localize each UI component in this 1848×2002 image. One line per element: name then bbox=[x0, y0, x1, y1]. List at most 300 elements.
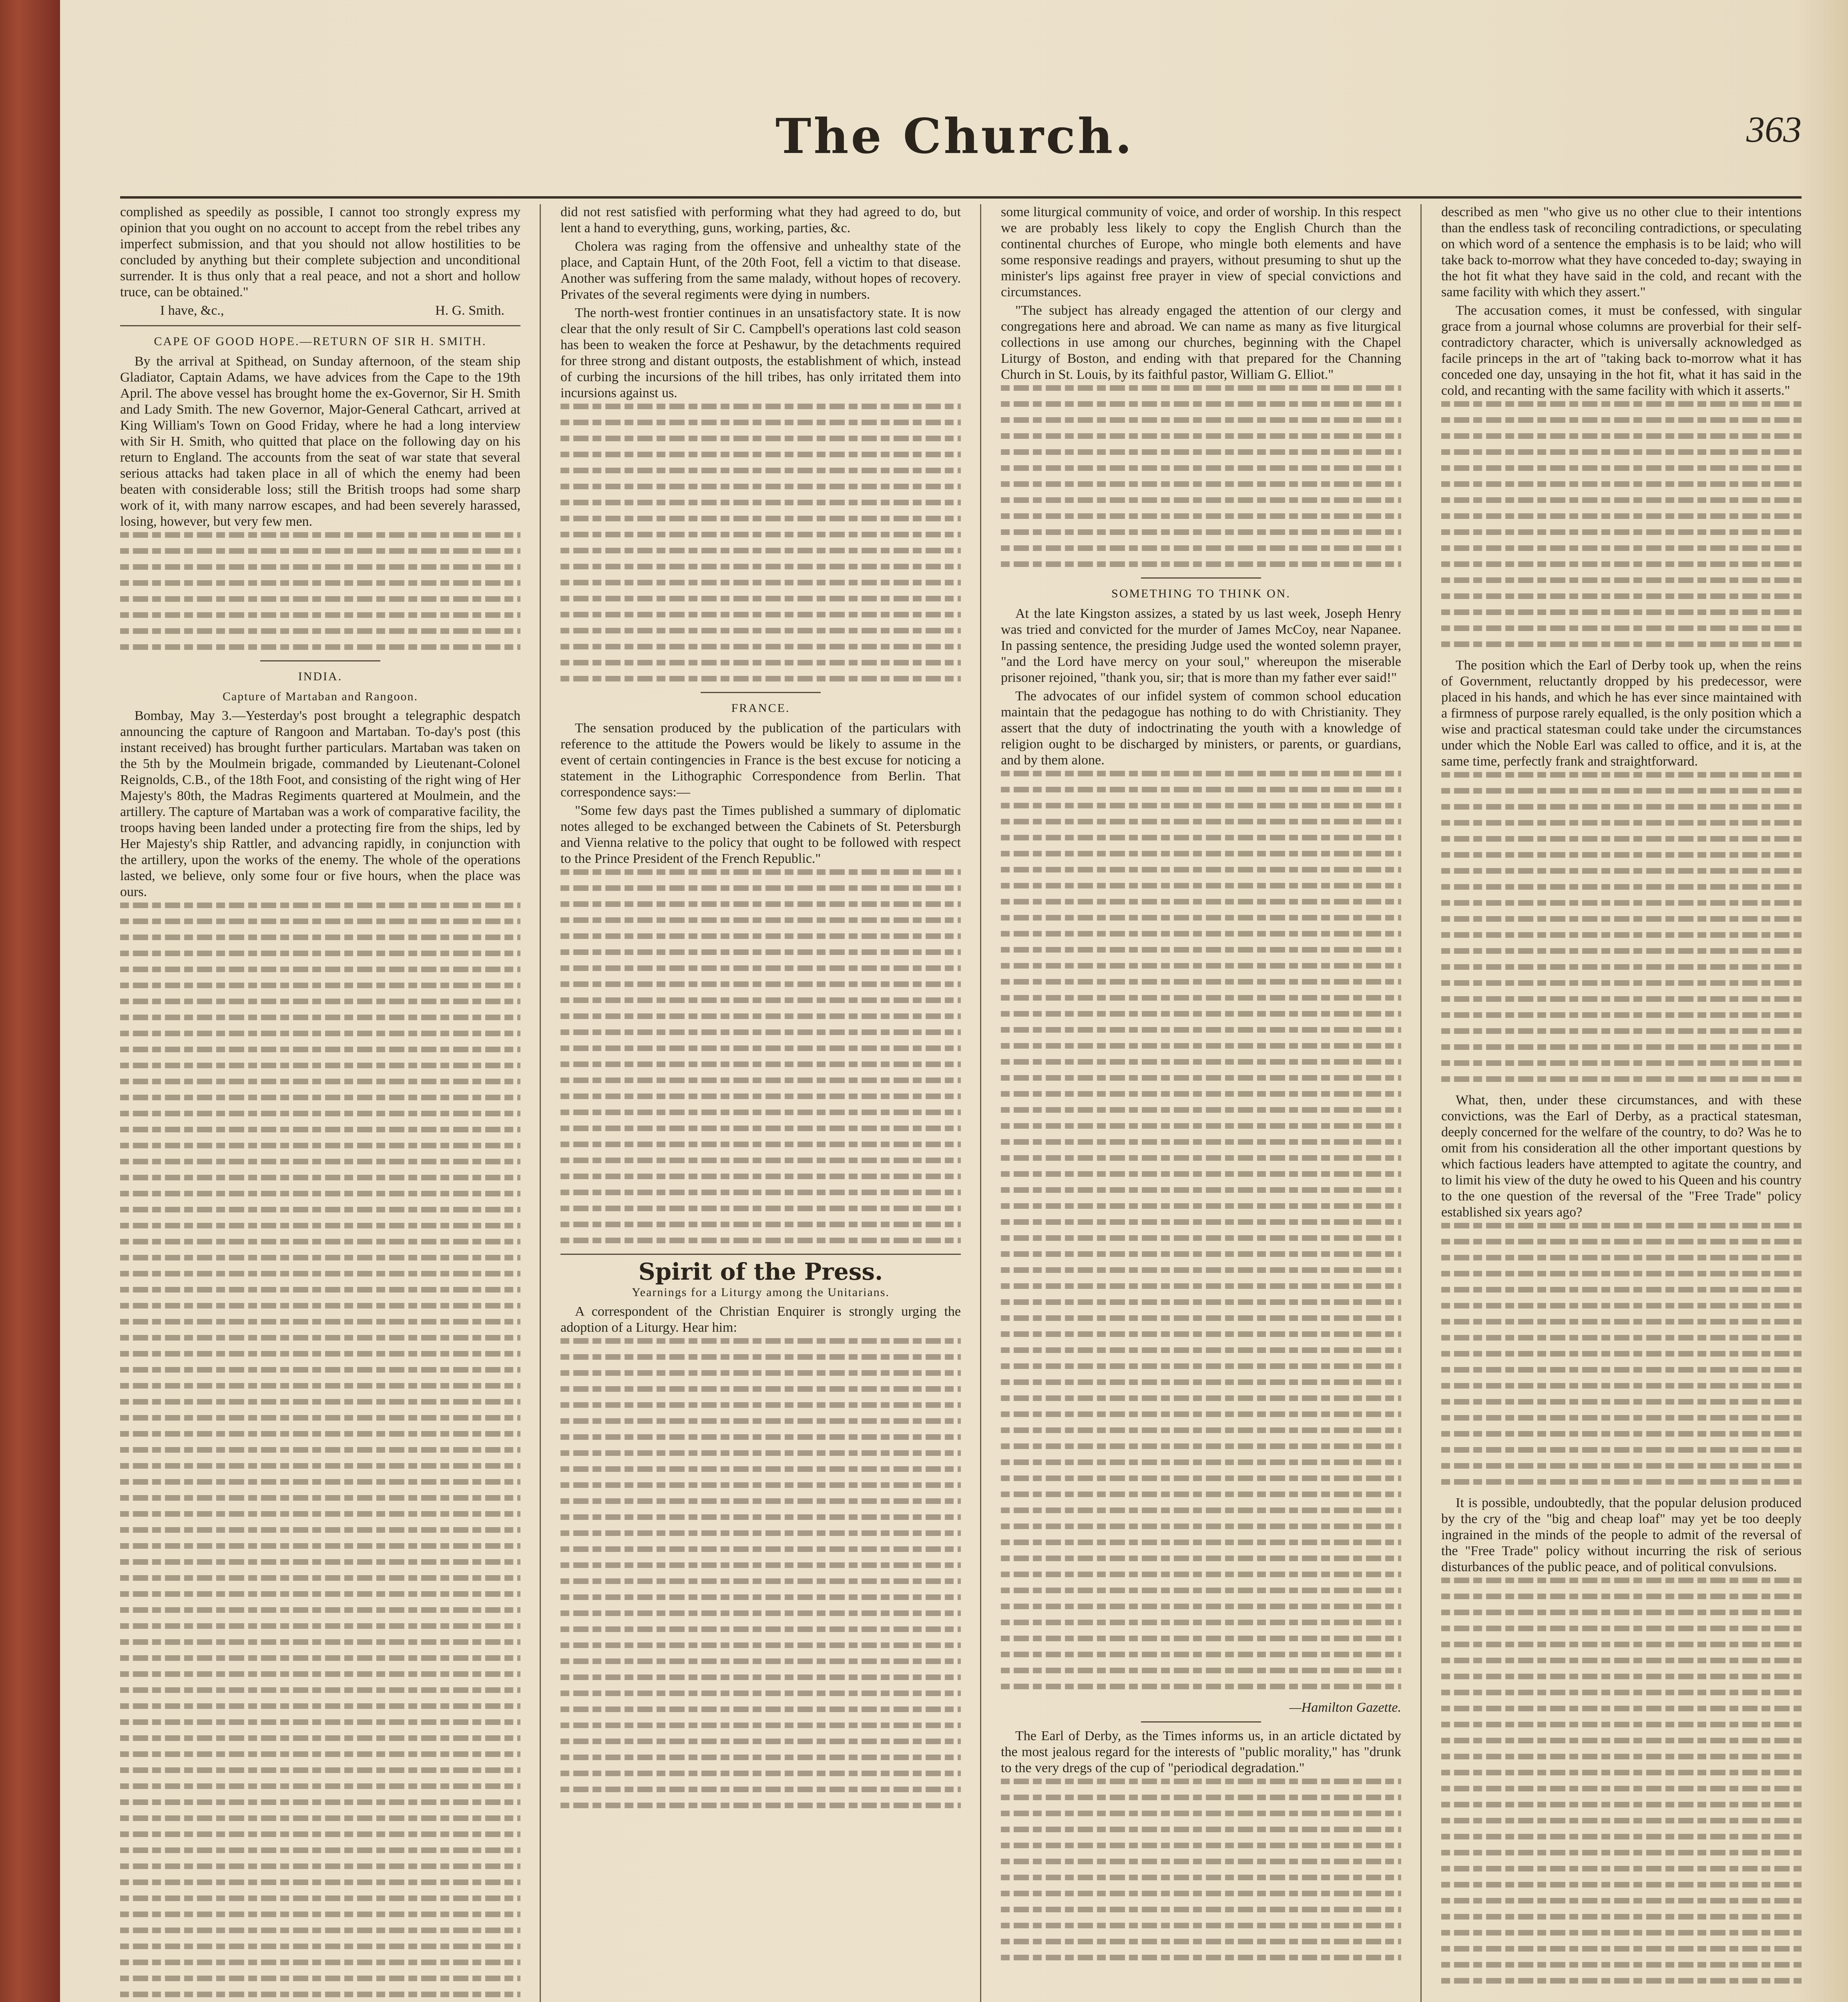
article-paragraph: "The subject has already engaged the attention of our clergy and congregations here and abroad. We can name as many as five liturgical collections in use among our churches, beginning with the Chapel Liturgy of Boston, and ending with that prepared for the Channing Church in St. Louis, by its faithful pastor, William G. Elliot." bbox=[1001, 303, 1401, 382]
text-line bbox=[560, 1498, 961, 1504]
text-line bbox=[1001, 545, 1401, 551]
text-line bbox=[1441, 449, 1802, 455]
text-line bbox=[120, 1463, 520, 1469]
text-line bbox=[1441, 1594, 1802, 1599]
text-line bbox=[120, 1127, 520, 1132]
article-paragraph: The accusation comes, it must be confessed, with singular grace from a journal whose columns are proverbial for their self-contradictory character, which is universally acknowledged as facile princeps in the art of "taking back to-morrow what it has conceded one day, unsaying in the hot fit, what it has said in the cold, and recanting with the same facility with which it asserts." bbox=[1441, 303, 1802, 398]
text-line bbox=[1441, 1255, 1802, 1260]
text-line bbox=[560, 1642, 961, 1648]
text-line bbox=[1441, 641, 1802, 647]
text-line bbox=[1441, 1463, 1802, 1469]
text-line bbox=[1441, 1303, 1802, 1309]
text-line bbox=[560, 1029, 961, 1035]
text-line bbox=[560, 1338, 961, 1344]
text-line bbox=[560, 1739, 961, 1744]
text-line bbox=[1441, 1786, 1802, 1791]
text-line bbox=[1441, 417, 1802, 423]
text-line bbox=[1001, 1955, 1401, 1960]
text-line bbox=[1001, 1572, 1401, 1577]
text-line bbox=[1001, 963, 1401, 969]
text-line bbox=[1001, 1859, 1401, 1864]
text-line bbox=[120, 1944, 520, 1949]
text-line bbox=[1001, 1107, 1401, 1113]
text-line bbox=[1001, 433, 1401, 439]
text-line bbox=[560, 1803, 961, 1808]
text-line bbox=[1001, 497, 1401, 503]
text-line bbox=[560, 997, 961, 1003]
text-line bbox=[120, 580, 520, 586]
text-line bbox=[1001, 1011, 1401, 1017]
text-line bbox=[1441, 1898, 1802, 1904]
text-line bbox=[1001, 1027, 1401, 1033]
text-line bbox=[120, 1703, 520, 1709]
text-line bbox=[120, 1815, 520, 1821]
text-line bbox=[1441, 1802, 1802, 1807]
text-line bbox=[120, 1351, 520, 1357]
text-line bbox=[1441, 964, 1802, 970]
text-line bbox=[1001, 1475, 1401, 1481]
text-line bbox=[560, 1158, 961, 1163]
text-line bbox=[1001, 851, 1401, 856]
text-line bbox=[120, 1687, 520, 1693]
article-quote: "Some few days past the Times published a summary of diplomatic notes alleged to be exchanged between the Cabinets of St. Petersburgh and Vienna relative to the policy that ought to be followed with respect to the Prince President of the French Republic." bbox=[560, 803, 961, 866]
text-line bbox=[560, 981, 961, 987]
text-line bbox=[560, 644, 961, 649]
text-line bbox=[1441, 804, 1802, 810]
text-line bbox=[560, 1562, 961, 1568]
section-heading-something-to-think-on: SOMETHING TO THINK ON. bbox=[1111, 587, 1291, 600]
text-line bbox=[560, 1354, 961, 1360]
column-1 bbox=[120, 204, 520, 2002]
text-line bbox=[1441, 1642, 1802, 1647]
text-line bbox=[1441, 772, 1802, 778]
text-line bbox=[1001, 1540, 1401, 1545]
text-line bbox=[1001, 1267, 1401, 1273]
column-4 bbox=[1441, 204, 1802, 2002]
text-line bbox=[560, 965, 961, 971]
text-line bbox=[120, 1575, 520, 1581]
text-line bbox=[120, 1735, 520, 1741]
text-line bbox=[120, 1031, 520, 1036]
text-line bbox=[1441, 1946, 1802, 1952]
text-line bbox=[1001, 449, 1401, 455]
text-line bbox=[1001, 1315, 1401, 1321]
text-line bbox=[120, 1751, 520, 1757]
text-line bbox=[1441, 1738, 1802, 1743]
text-line bbox=[1441, 433, 1802, 439]
signoff-signature: H. G. Smith. bbox=[435, 303, 504, 318]
text-line bbox=[120, 1383, 520, 1389]
text-line bbox=[1001, 1668, 1401, 1673]
section-heading-india: INDIA. bbox=[298, 670, 343, 683]
article-columns bbox=[120, 204, 1802, 2002]
column-3 bbox=[1001, 204, 1401, 2002]
text-line bbox=[1441, 1578, 1802, 1583]
text-line bbox=[560, 436, 961, 441]
text-line bbox=[120, 1767, 520, 1773]
text-line bbox=[1001, 1875, 1401, 1880]
article-paragraph: Cholera was raging from the offensive and unhealthy state of the place, and Captain Hunt, of the 20th Foot, fell a victim to that disease. Another was suffering from the same malady, without hopes of recovery. Privates of the several regiments were dying in numbers. bbox=[560, 239, 961, 302]
text-line bbox=[1441, 1367, 1802, 1373]
text-line bbox=[1441, 609, 1802, 615]
text-line bbox=[1001, 1459, 1401, 1465]
text-line bbox=[1001, 1219, 1401, 1225]
text-line bbox=[120, 1207, 520, 1212]
text-line bbox=[560, 1450, 961, 1456]
text-line bbox=[1001, 1843, 1401, 1848]
text-line bbox=[120, 644, 520, 650]
article-paragraph: The Earl of Derby, as the Times informs us, in an article dictated by the most jealous regard for the interests of "public morality," has "drunk to the very dregs of the cup of "periodical degradation." bbox=[1001, 1729, 1401, 1775]
text-line bbox=[1441, 948, 1802, 954]
text-line bbox=[1441, 1882, 1802, 1887]
text-line bbox=[120, 1223, 520, 1228]
text-line bbox=[120, 1543, 520, 1549]
text-line bbox=[1441, 1914, 1802, 1920]
section-divider bbox=[260, 660, 380, 661]
text-line bbox=[1001, 867, 1401, 872]
text-line bbox=[560, 612, 961, 617]
masthead-rule bbox=[120, 196, 1802, 199]
section-divider bbox=[1141, 577, 1261, 579]
text-line bbox=[1441, 1351, 1802, 1357]
text-line bbox=[1001, 1203, 1401, 1209]
article-paragraph: The advocates of our infidel system of common school education maintain that the pedagogue has nothing to do with Christianity. They assert that the duty of indoctrinating the youth with a knowledge of religion ought to be discharged by ministers, or parents, or guardians, and by them alone. bbox=[1001, 689, 1401, 768]
text-line bbox=[560, 548, 961, 553]
text-line bbox=[560, 1077, 961, 1083]
text-line bbox=[560, 1787, 961, 1792]
text-line bbox=[1001, 465, 1401, 471]
text-line bbox=[120, 1671, 520, 1677]
text-line bbox=[560, 1190, 961, 1195]
text-line bbox=[1441, 1223, 1802, 1228]
text-line bbox=[120, 999, 520, 1004]
text-line bbox=[560, 1530, 961, 1536]
text-line bbox=[560, 1142, 961, 1147]
masthead bbox=[104, 100, 1806, 192]
text-line bbox=[120, 1623, 520, 1629]
text-line bbox=[120, 1912, 520, 1917]
text-line bbox=[560, 452, 961, 457]
text-line bbox=[1001, 1075, 1401, 1081]
text-line bbox=[1441, 1930, 1802, 1936]
text-line bbox=[1441, 1690, 1802, 1695]
text-line bbox=[1441, 593, 1802, 599]
text-line bbox=[120, 628, 520, 634]
text-line bbox=[120, 1047, 520, 1052]
text-line bbox=[1001, 899, 1401, 905]
text-line bbox=[120, 1527, 520, 1533]
text-line bbox=[120, 1479, 520, 1485]
text-line bbox=[1001, 947, 1401, 953]
text-line bbox=[1001, 1556, 1401, 1561]
text-line bbox=[1001, 401, 1401, 407]
text-line bbox=[560, 1578, 961, 1584]
text-line bbox=[1441, 1834, 1802, 1839]
text-line bbox=[120, 935, 520, 940]
text-line bbox=[1441, 1287, 1802, 1292]
text-line bbox=[560, 949, 961, 955]
article-paragraph: By the arrival at Spithead, on Sunday afternoon, of the steam ship Gladiator, Captain Adams, we have advices from the Cape to the 19th April. The above vessel has brought home the ex-Governor, Sir H. Smith and Lady Smith. The new Governor, Major-General Cathcart, arrived at King William's Town on Good Friday, where he had a long interview with Sir H. Smith, who quitted that place on the following day on his return to England. The accounts from the seat of war state that several serious attacks had taken place in all of which the enemy had been beaten with considerable loss; still the British troops had some sharp work of it, with many narrow escapes, and had been severely harassed, losing, however, but very few men. bbox=[120, 354, 520, 529]
article-paragraph: The sensation produced by the publication of the particulars with reference to the attitude the Powers would be likely to assume in the event of certain contingencies in France is the best excuse for noticing a statement in the Lithographic Correspondence from Berlin. That correspondence says:— bbox=[560, 721, 961, 800]
text-line bbox=[1001, 1827, 1401, 1832]
text-line bbox=[1001, 1363, 1401, 1369]
text-line bbox=[1001, 417, 1401, 423]
text-line bbox=[1441, 1866, 1802, 1871]
text-line bbox=[1441, 1239, 1802, 1244]
text-line bbox=[1441, 980, 1802, 986]
text-line bbox=[1001, 1491, 1401, 1497]
text-line bbox=[560, 1594, 961, 1600]
text-line bbox=[560, 1546, 961, 1552]
section-subheading: Capture of Martaban and Rangoon. bbox=[222, 690, 418, 703]
text-line bbox=[1441, 545, 1802, 551]
text-line bbox=[560, 1013, 961, 1019]
text-line bbox=[1441, 401, 1802, 407]
text-line bbox=[1441, 868, 1802, 874]
text-line bbox=[1441, 1850, 1802, 1855]
text-line bbox=[120, 1063, 520, 1068]
text-line bbox=[120, 1511, 520, 1517]
text-line bbox=[560, 516, 961, 521]
text-line bbox=[120, 1783, 520, 1789]
text-line bbox=[560, 933, 961, 939]
text-line bbox=[1441, 1415, 1802, 1421]
text-line bbox=[120, 548, 520, 554]
text-line bbox=[120, 1495, 520, 1501]
text-line bbox=[1441, 820, 1802, 826]
text-line bbox=[1001, 1508, 1401, 1513]
text-line bbox=[560, 1482, 961, 1488]
text-line bbox=[560, 1045, 961, 1051]
text-line bbox=[120, 532, 520, 538]
text-line bbox=[1441, 1076, 1802, 1082]
text-line bbox=[1441, 996, 1802, 1002]
text-line bbox=[120, 1928, 520, 1933]
text-line bbox=[560, 580, 961, 585]
text-line bbox=[120, 1303, 520, 1309]
text-line bbox=[1441, 465, 1802, 471]
text-line bbox=[1441, 836, 1802, 842]
text-line bbox=[1441, 1335, 1802, 1341]
article-continuation: described as men "who give us no other clue to their intentions than the endless task of reconciling contradictions, or speculating on which word of a sentence the emphasis is to be laid; who will take back to-morrow what they have conceded to-day; swaying in the hot fit what they have said in the cold, and recant with the same facility with which they assert." bbox=[1441, 205, 1802, 299]
text-line bbox=[120, 1415, 520, 1421]
text-line bbox=[1001, 931, 1401, 937]
text-line bbox=[560, 1755, 961, 1760]
section-divider bbox=[1141, 1721, 1261, 1723]
text-line bbox=[120, 1960, 520, 1965]
text-line bbox=[1001, 1139, 1401, 1145]
text-line bbox=[120, 1079, 520, 1084]
section-heading-spirit-of-the-press: Spirit of the Press. bbox=[638, 1258, 883, 1285]
text-line bbox=[120, 951, 520, 956]
column-separator bbox=[1420, 204, 1422, 2002]
text-line bbox=[1001, 1588, 1401, 1593]
text-line bbox=[560, 1674, 961, 1680]
text-line bbox=[1001, 1779, 1401, 1784]
text-line bbox=[1001, 1251, 1401, 1257]
text-line bbox=[1441, 932, 1802, 938]
text-line bbox=[120, 564, 520, 570]
text-line bbox=[1441, 788, 1802, 794]
text-line bbox=[560, 596, 961, 601]
text-line bbox=[1001, 561, 1401, 567]
text-line bbox=[1001, 1443, 1401, 1449]
text-line bbox=[560, 1434, 961, 1440]
text-line bbox=[120, 1367, 520, 1373]
text-line bbox=[120, 1431, 520, 1437]
text-line bbox=[1001, 1155, 1401, 1161]
text-line bbox=[120, 1335, 520, 1341]
text-line bbox=[1441, 1978, 1802, 1984]
text-line bbox=[120, 612, 520, 618]
text-line bbox=[120, 1591, 520, 1597]
article-paragraph: Bombay, May 3.—Yesterday's post brought a telegraphic despatch announcing the capture of Rangoon and Martaban. To-day's post (this instant received) has brought further particulars. Martaban was taken on the 5th by the Moulmein brigade, commanded by Lieutenant-Colonel Reignolds, C.B., of the 18th Foot, and consisting of the right wing of Her Majesty's 80th, the Madras Regiments quartered at Moulmein, and the artillery. The capture of Martaban was a work of comparative facility, the troops having been landed under a protecting fire from the ships, led by Her Majesty's ship Rattler, and advancing rapidly, in conjunction with the artillery, upon the works of the enemy. The whole of the operations lasted, we believe, only some four or five hours, when the place was ours. bbox=[120, 708, 520, 899]
text-line bbox=[1441, 852, 1802, 858]
text-line bbox=[560, 1610, 961, 1616]
text-line bbox=[1001, 1187, 1401, 1193]
text-line bbox=[1441, 1383, 1802, 1389]
text-line bbox=[560, 564, 961, 569]
article-paragraph: What, then, under these circumstances, and with these convictions, was the Earl of Derby, as a practical statesman, deeply concerned for the welfare of the country, to do? Was he to omit from his consideration all the other important questions by which factious leaders have attempted to agitate the country, and to limit his view of the duty he owed to his Queen and his country to the one question of the reversal of the "Free Trade" policy established six years ago? bbox=[1441, 1093, 1802, 1220]
text-line bbox=[120, 1895, 520, 1901]
text-line bbox=[120, 1879, 520, 1885]
article-paragraph: At the late Kingston assizes, a stated by us last week, Joseph Henry was tried and convicted for the murder of James McCoy, near Napanee. In passing sentence, the presiding Judge used the wonted solemn prayer, "and the Lord have mercy on your soul," whereupon the miserable prisoner rejoined, "thank you, sir; that is more than my father ever said!" bbox=[1001, 606, 1401, 685]
text-line bbox=[560, 1771, 961, 1776]
text-line bbox=[1441, 1706, 1802, 1711]
text-line bbox=[1441, 497, 1802, 503]
text-line bbox=[120, 1399, 520, 1405]
column-2 bbox=[560, 204, 961, 2002]
article-paragraph: It is possible, undoubtedly, that the popular delusion produced by the cry of the "big and cheap loaf" may yet be too deeply ingrained in the minds of the people to admit of the reversal of the "Free Trade" policy without incurring the risk of serious disturbances of the public peace, and of political convulsions. bbox=[1441, 1495, 1802, 1574]
text-line bbox=[120, 1447, 520, 1453]
text-line bbox=[1441, 1610, 1802, 1615]
text-line bbox=[120, 1255, 520, 1260]
article-paragraph: A correspondent of the Christian Enquirer is strongly urging the adoption of a Liturgy. Hear him: bbox=[560, 1304, 961, 1335]
column-separator bbox=[980, 204, 981, 2002]
text-line bbox=[120, 1015, 520, 1020]
text-line bbox=[1001, 771, 1401, 776]
text-line bbox=[1441, 1722, 1802, 1727]
text-line bbox=[1441, 1818, 1802, 1823]
text-line bbox=[120, 1655, 520, 1661]
text-line bbox=[1441, 1012, 1802, 1018]
text-line bbox=[560, 1386, 961, 1392]
text-line bbox=[120, 1095, 520, 1100]
text-line bbox=[1001, 995, 1401, 1001]
text-line bbox=[1441, 481, 1802, 487]
text-line bbox=[1441, 1044, 1802, 1050]
text-line bbox=[1441, 884, 1802, 890]
text-line bbox=[120, 1143, 520, 1148]
page-binding-edge bbox=[0, 0, 60, 2002]
text-line bbox=[1001, 1395, 1401, 1401]
article-continuation: did not rest satisfied with performing what they had agreed to do, but lent a hand to everything, guns, working, parties, &c. bbox=[560, 205, 961, 235]
text-line bbox=[120, 1271, 520, 1276]
text-line bbox=[120, 1191, 520, 1196]
article-paragraph: The position which the Earl of Derby took up, when the reins of Government, reluctantly dropped by his predecessor, were placed in his hands, and which he has ever since maintained with a firmness of purpose rarely equalled, is the only position which a wise and practical statesman could take under the circumstances under which the Noble Earl was called to office, and it is, at the same time, perfectly frank and straightforward. bbox=[1441, 658, 1802, 769]
text-line bbox=[120, 1639, 520, 1645]
text-line bbox=[560, 1110, 961, 1115]
text-line bbox=[560, 1723, 961, 1728]
text-line bbox=[1001, 513, 1401, 519]
text-line bbox=[560, 1238, 961, 1243]
text-line bbox=[1001, 529, 1401, 535]
text-line bbox=[1441, 1754, 1802, 1759]
text-line bbox=[1001, 1620, 1401, 1625]
text-line bbox=[560, 869, 961, 875]
text-line bbox=[1441, 1479, 1802, 1485]
text-line bbox=[560, 420, 961, 425]
text-line bbox=[1001, 803, 1401, 808]
text-line bbox=[1001, 1091, 1401, 1097]
text-line bbox=[120, 1847, 520, 1853]
text-line bbox=[1001, 1923, 1401, 1928]
text-line bbox=[1001, 1299, 1401, 1305]
text-line bbox=[560, 500, 961, 505]
section-divider bbox=[120, 325, 520, 326]
text-line bbox=[560, 1658, 961, 1664]
text-line bbox=[120, 903, 520, 908]
text-line bbox=[1001, 1604, 1401, 1609]
text-line bbox=[1001, 1427, 1401, 1433]
section-divider bbox=[701, 692, 821, 693]
text-line bbox=[1001, 1811, 1401, 1816]
text-line bbox=[120, 983, 520, 988]
text-line bbox=[560, 1174, 961, 1179]
text-line bbox=[1001, 979, 1401, 985]
column-separator bbox=[540, 204, 541, 2002]
text-line bbox=[1001, 1379, 1401, 1385]
article-credit: —Hamilton Gazette. bbox=[1289, 1700, 1401, 1715]
text-line bbox=[1001, 1795, 1401, 1800]
text-line bbox=[120, 1607, 520, 1613]
text-line bbox=[1001, 787, 1401, 792]
text-line bbox=[560, 676, 961, 681]
text-line bbox=[1001, 1283, 1401, 1289]
text-line bbox=[120, 1799, 520, 1805]
section-subheading: Yearnings for a Liturgy among the Unitarians. bbox=[632, 1286, 890, 1299]
text-line bbox=[1441, 1658, 1802, 1663]
text-line bbox=[1001, 915, 1401, 921]
text-line bbox=[120, 1719, 520, 1725]
text-line bbox=[1441, 1626, 1802, 1631]
text-line bbox=[560, 484, 961, 489]
text-line bbox=[560, 1626, 961, 1632]
text-line bbox=[560, 1126, 961, 1131]
article-continuation: some liturgical community of voice, and order of worship. In this respect we are probably less likely to copy the English Church than the continental churches of Europe, who mingle both elements and have some responsive readings and prayers, without presuming to shut up the minister's lips against free prayer in view of special convictions and circumstances. bbox=[1001, 205, 1401, 299]
text-line bbox=[560, 1418, 961, 1424]
text-line bbox=[120, 1159, 520, 1164]
text-line bbox=[1441, 900, 1802, 906]
text-line bbox=[1441, 916, 1802, 922]
text-line bbox=[1441, 513, 1802, 519]
text-line bbox=[560, 1514, 961, 1520]
text-line bbox=[560, 1222, 961, 1227]
text-line bbox=[1001, 481, 1401, 487]
text-line bbox=[560, 901, 961, 907]
section-heading-france: FRANCE. bbox=[731, 702, 790, 715]
text-line bbox=[1001, 1939, 1401, 1944]
text-line bbox=[560, 885, 961, 891]
text-line bbox=[560, 468, 961, 473]
text-line bbox=[120, 1175, 520, 1180]
article-continuation: complished as speedily as possible, I cannot too strongly express my opinion that you ought on no account to accept from the rebel tribes any imperfect submission, and that you should not allow hostilities to be concluded by anything but their complete subjection and unconditional surrender. It is thus only that a real peace, and not a short and hollow truce, can be obtained." bbox=[120, 205, 520, 299]
text-line bbox=[560, 1370, 961, 1376]
text-line bbox=[120, 1559, 520, 1565]
text-line bbox=[1001, 1636, 1401, 1641]
text-line bbox=[1001, 385, 1401, 391]
text-line bbox=[120, 1111, 520, 1116]
